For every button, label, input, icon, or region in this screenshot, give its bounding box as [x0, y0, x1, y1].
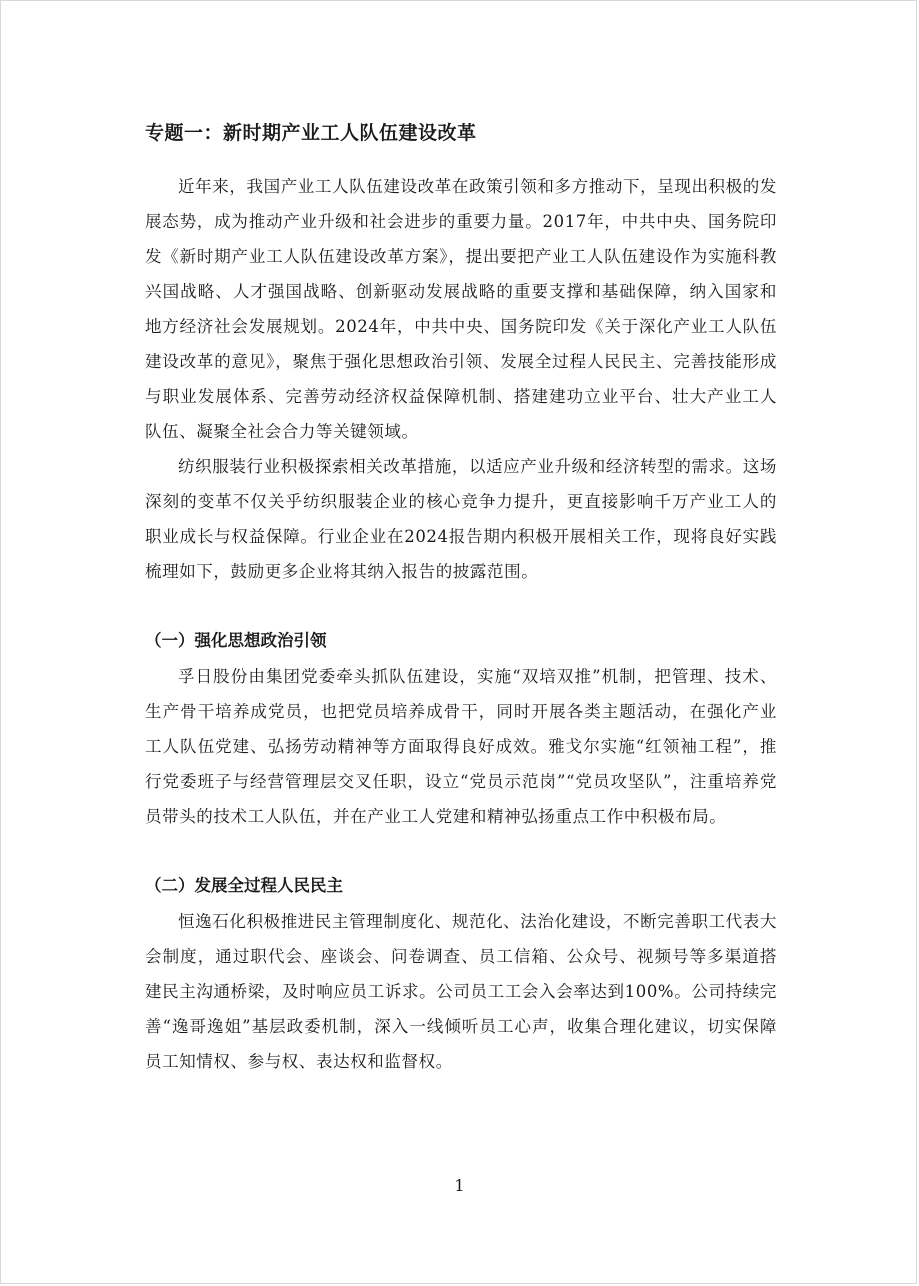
section-heading-1: （一）强化思想政治引领 [145, 631, 327, 650]
intro-paragraph-1: 近年来，我国产业工人队伍建设改革在政策引领和多方推动下，呈现出积极的发展态势，成为推动产业升级和社会进步的重要力量。2017年，中共中央、国务院印发《新时期产业工人队伍建设改革方案》，提出要把产业工人队伍建设作为实施科教兴国战略、人才强国战略、创新驱动发展战略的重要支撑和基础保障，纳入国家和地方经济社会发展规划。2024年，中共中央、国务院印发《关于深化产业工人队伍建设改革的意见》，聚焦于强化思想政治引领、发展全过程人民民主、完善技能形成与职业发展体系、完善劳动经济权益保障机制、搭建建功立业平台、壮大产业工人队伍、凝聚全社会合力等关键领域。 [145, 177, 777, 441]
page-content [145, 117, 777, 1079]
intro-paragraph-2: 纺织服装行业积极探索相关改革措施，以适应产业升级和经济转型的需求。这场深刻的变革不仅关乎纺织服装企业的核心竞争力提升，更直接影响千万产业工人的职业成长与权益保障。行业企业在2024报告期内积极开展相关工作，现将良好实践梳理如下，鼓励更多企业将其纳入报告的披露范围。 [145, 457, 777, 581]
page-title: 专题一：新时期产业工人队伍建设改革 [145, 122, 477, 144]
section-paragraph-1: 孚日股份由集团党委牵头抓队伍建设，实施“双培双推”机制，把管理、技术、生产骨干培养成党员，也把党员培养成骨干，同时开展各类主题活动，在强化产业工人队伍党建、弘扬劳动精神等方面取得良好成效。雅戈尔实施“红领袖工程”，推行党委班子与经营管理层交叉任职，设立“党员示范岗”“党员攻坚队”，注重培养党员带头的技术工人队伍，并在产业工人党建和精神弘扬重点工作中积极布局。 [145, 667, 777, 826]
section-heading-2: （二）发展全过程人民民主 [145, 876, 343, 895]
section-paragraph-2: 恒逸石化积极推进民主管理制度化、规范化、法治化建设，不断完善职工代表大会制度，通过职代会、座谈会、问卷调查、员工信箱、公众号、视频号等多渠道搭建民主沟通桥梁，及时响应员工诉求。公司员工工会入会率达到100%。公司持续完善“逸哥逸姐”基层政委机制，深入一线倾听员工心声，收集合理化建议，切实保障员工知情权、参与权、表达权和监督权。 [145, 912, 777, 1071]
page-number: 1 [454, 1176, 465, 1195]
